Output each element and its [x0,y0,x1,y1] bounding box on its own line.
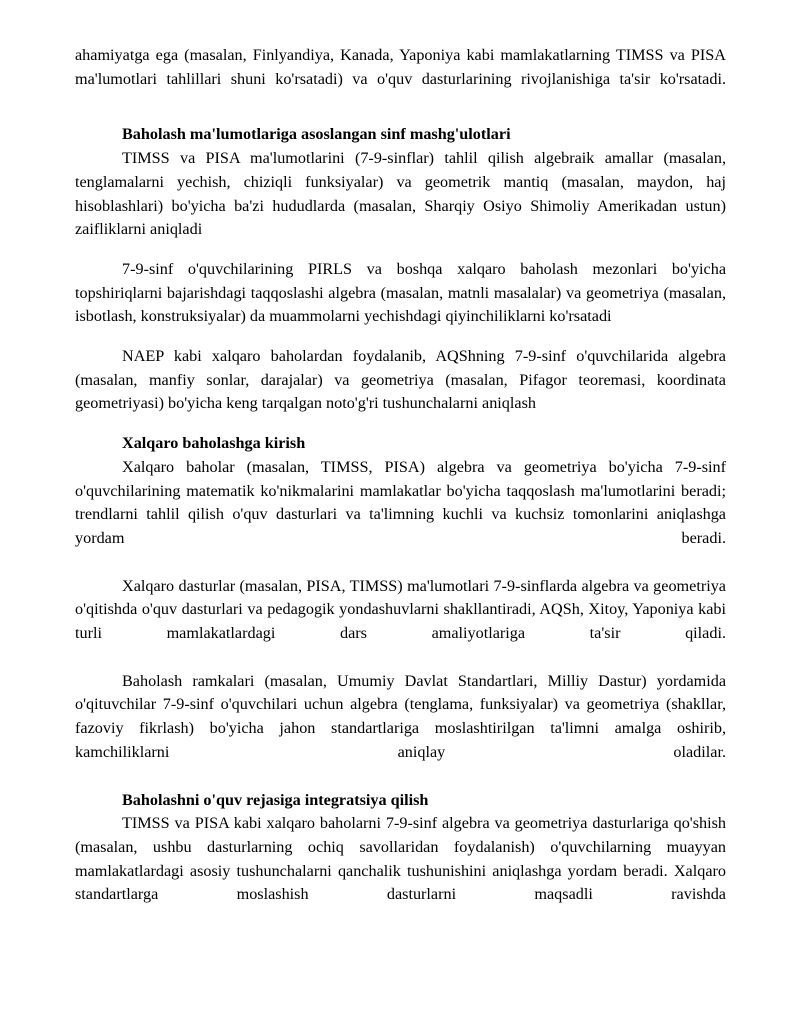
paragraph-international-assessments: Xalqaro baholar (masalan, TIMSS, PISA) algebra va geometriya bo'yicha 7-9-sinf o'quvchilarining matematik ko'nikmalarini mamlakatlar bo'yicha taqqoslash ma'lumotlarini beradi; trendlarni tahlil qilish o'quv dasturlari va ta'limning kuchli va kuchsiz tomonlarini aniqlashga yordam beradi. [75,457,726,547]
paragraph-curriculum-integration: TIMSS va PISA kabi xalqaro baholarni 7-9-sinf algebra va geometriya dasturlariga qo'shish (masalan, ushbu dasturlarning ochiq savollaridan foydalanish) o'quvchilarning muayyan mamlakatlardagi asosiy tushunchalarni qanchalik tushunishini aniqlashga yordam beradi. Xalqaro standartlarga moslashish dasturlarni maqsadli ravishda [75,814,726,904]
paragraph-timss-pisa-analysis: TIMSS va PISA ma'lumotlarini (7-9-sinflar) tahlil qilish algebraik amallar (masalan, tenglamalarni yechish, chiziqli funksiyalar) va geometrik mantiq (masalan, maydon, haj hisoblashlari) bo'yicha ba'zi hududlarda (masalan, Sharqiy Osiyo Shimoliy Amerikadan ustun) zaifliklarni aniqladi [75,149,726,239]
section-heading-classroom: Baholash ma'lumotlariga asoslangan sinf mashg'ulotlari [122,125,511,144]
section-heading-intro-assessment: Xalqaro baholashga kirish [122,434,306,453]
document-page [75,44,726,907]
paragraph-pirls-comparison: 7-9-sinf o'quvchilarining PIRLS va boshqa xalqaro baholash mezonlari bo'yicha topshiriqlarni bajarishdagi taqqoslashi algebra (masalan, matnli masalalar) va geometriya (masalan, isbotlash, konstruksiyalar) da muammolarni yechishdagi qiyinchiliklarni ko'rsatadi [75,259,726,326]
paragraph-assessment-frameworks: Baholash ramkalari (masalan, Umumiy Davlat Standartlari, Milliy Dastur) yordamida o'qituvchilar 7-9-sinf o'quvchilari uchun algebra (tenglama, funksiyalar) va geometriya (shakllar, fazoviy fikrlash) bo'yicha jahon standartlariga moslashtirilgan ta'limni amalga oshirib, kamchiliklarni aniqlay oladilar. [75,671,726,761]
section-heading-curriculum-integration: Baholashni o'quv rejasiga integratsiya qilish [122,790,429,809]
paragraph-international-programs: Xalqaro dasturlar (masalan, PISA, TIMSS) ma'lumotlari 7-9-sinflarda algebra va geometriya o'qitishda o'quv dasturlari va pedagogik yondashuvlarni shakllantiradi, AQSh, Xitoy, Yaponiya kabi turli mamlakatlardagi dars amaliyotlariga ta'sir qiladi. [75,576,726,643]
intro-paragraph: ahamiyatga ega (masalan, Finlyandiya, Kanada, Yaponiya kabi mamlakatlarning TIMSS va PISA ma'lumotlari tahlillari shuni ko'rsatadi) va o'quv dasturlarining rivojlanishiga ta'sir ko'rsatadi. [75,46,726,88]
paragraph-naep-misconceptions: NAEP kabi xalqaro baholardan foydalanib, AQShning 7-9-sinf o'quvchilarida algebra (masalan, manfiy sonlar, darajalar) va geometriya (masalan, Pifagor teoremasi, koordinata geometriyasi) bo'yicha keng tarqalgan noto'g'ri tushunchalarni aniqlash [75,347,726,413]
